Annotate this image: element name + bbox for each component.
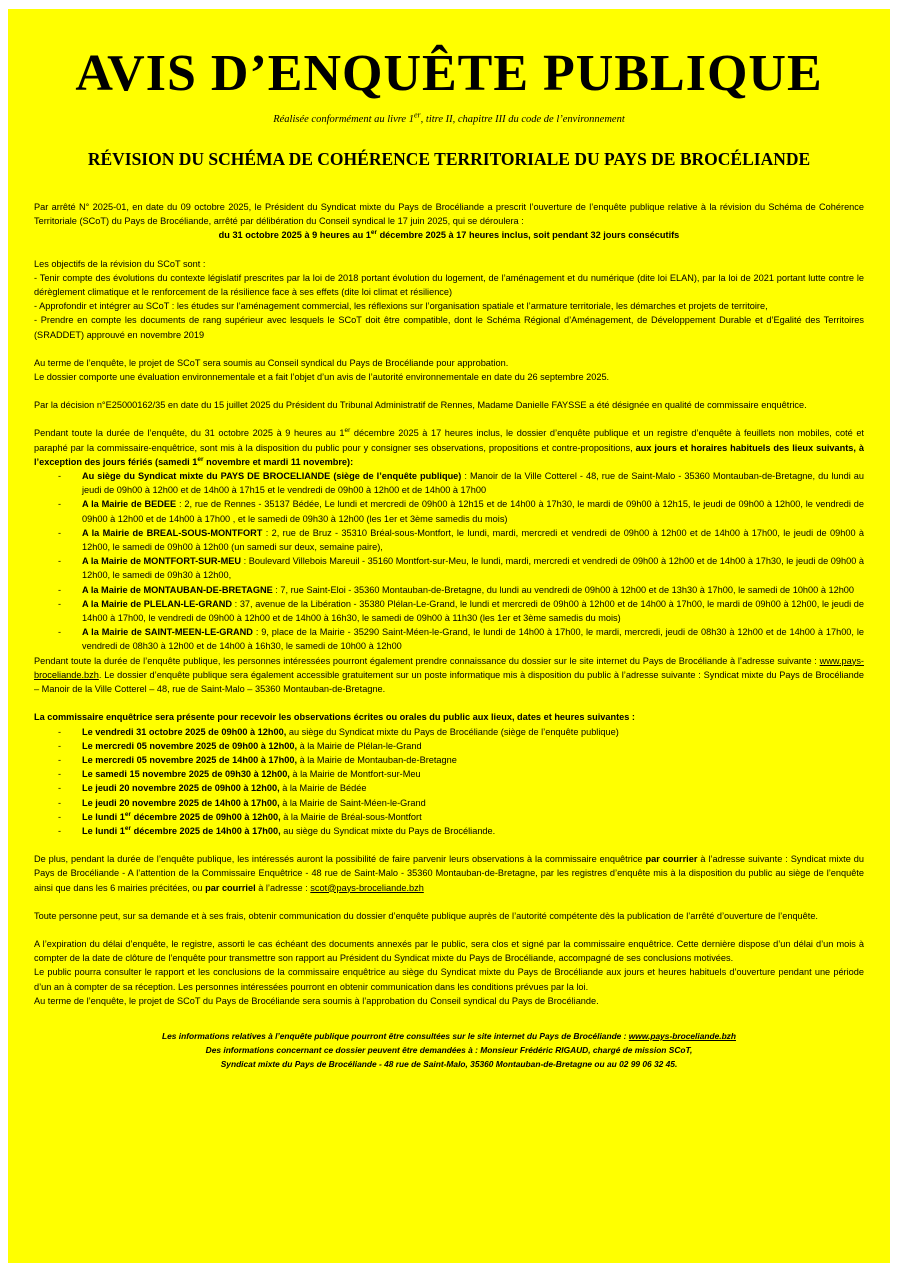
footer-line: Les informations relatives à l’enquête publique pourront être consultées sur le site internet du Pays de Brocéliande : www.pays-broceliande.bzh (162, 1030, 736, 1041)
list-item: - Le jeudi 20 novembre 2025 de 14h00 à 17h00, à la Mairie de Saint-Méen-le-Grand (58, 797, 426, 808)
list-item: - Le vendredi 31 octobre 2025 de 09h00 à 12h00, au siège du Syndicat mixte du Pays de Brocéliande (siège de l’enquête publique) (58, 726, 619, 737)
list-item: - Au siège du Syndicat mixte du PAYS DE BROCELIANDE (siège de l’enquête publique) : Manoir de la Ville Cotterel - 48, rue de Saint-Malo - 35360 Montauban-de-Bretagne, du lundi au jeudi de 09h00 à 12h00 et de 14h00 à 17h15 et le vendredi de 09h00 à 12h00 et de 14h00 à 17h00 (58, 471, 865, 496)
report-paragraph: Le public pourra consulter le rapport et les conclusions de la commissaire enquêtrice au siège du Syndicat mixte du Pays de Brocéliande aux jours et heures habituels d’ouverture pendant une période d’un an à compter de sa réception. Les personnes intéressées pourront en obtenir communication dans les conditions prévues par la loi. (34, 967, 864, 992)
poster-title: AVIS D’ENQUÊTE PUBLIQUE (75, 45, 823, 102)
inquiry-dates: du 31 octobre 2025 à 9 heures au 1er décembre 2025 à 17 heures inclus, soit pendant 32 jours consécutifs (218, 229, 680, 241)
locations-list (34, 469, 864, 654)
list-item: - Le lundi 1er décembre 2025 de 14h00 à 17h00, au siège du Syndicat mixte du Pays de Brocéliande. (58, 824, 496, 836)
list-item: - Le mercredi 05 novembre 2025 de 09h00 à 12h00, à la Mairie de Plélan-le-Grand (58, 740, 422, 751)
permanences-intro: La commissaire enquêtrice sera présente pour recevoir les observations écrites ou orales du public aux lieux, dates et heures suivantes : (34, 712, 635, 723)
internet-paragraph: Pendant toute la durée de l’enquête publique, les personnes intéressées pourront également prendre connaissance du dossier sur le site internet du Pays de Brocéliande à l’adresse suivante : www.pays-broceliande.bzh. Le dossier d’enquête publique sera également accessible gratuitement sur un poste informatique mis à disposition du public à l’adresse suivante : Syndicat mixte du Pays de Brocéliande – Manoir de la Ville Cotterel – 48, rue de Saint-Malo – 35360 Montauban-de-Bretagne. (34, 655, 864, 695)
list-item: - A la Mairie de PLELAN-LE-GRAND : 37, avenue de la Libération - 35380 Plélan-Le-Grand, le lundi et mercredi de 09h00 à 12h00 et de 14h00 à 17h00, le mardi de 09h00 à 12h00, le jeudi de 14h00 à 17h00, le vendredi de 09h00 à 12h00 et de 14h00 à 16h30, le samedi de 09h00 à 11h30 (les 1er et 3ème samedis du mois) (58, 598, 864, 624)
poster-heading: RÉVISION DU SCHÉMA DE COHÉRENCE TERRITORIALE DU PAYS DE BROCÉLIANDE (87, 149, 811, 169)
website-link[interactable]: www.pays-broceliande.bzh (34, 655, 864, 680)
permanences-list (34, 725, 864, 839)
expiration-paragraph: A l’expiration du délai d’enquête, le registre, assorti le cas échéant des documents annexés par le public, sera clos et signé par la commissaire enquêtrice. Cette dernière dispose d’un délai d’un mois à compter de la date de clôture de l’enquête pour transmettre son rapport au Président du Syndicat mixte du Pays de Brocéliande, accompagné de ses conclusions motivées. (34, 938, 864, 964)
decision-paragraph: Par la décision n°E25000162/35 en date du 15 juillet 2025 du Président du Tribunal Administratif de Rennes, Madame Danielle FAYSSE a été désignée en qualité de commissaire enquêtrice. (34, 400, 807, 411)
term-paragraph: Au terme de l’enquête, le projet de SCoT sera soumis au Conseil syndical du Pays de Brocéliande pour approbation. (34, 357, 509, 368)
list-item: - Le mercredi 05 novembre 2025 de 14h00 à 17h00, à la Mairie de Montauban-de-Bretagne (58, 754, 457, 765)
poster-subtitle: Réalisée conformément au livre 1er, titre II, chapitre III du code de l’environnement (273, 110, 625, 125)
list-item: - A la Mairie de SAINT-MEEN-LE-GRAND : 9, place de la Mairie - 35290 Saint-Méen-le-Grand, le lundi de 14h00 à 17h00, le mardi, mercredi, jeudi de 08h30 à 12h00 et de 14h00 à 17h00, le vendredi de 08h30 à 12h00 et de 14h00 à 16h30, le samedi de 10h00 à 12h00 (58, 627, 865, 652)
list-item: - Le lundi 1er décembre 2025 de 09h00 à 12h00, à la Mairie de Bréal-sous-Montfort (58, 810, 422, 822)
intro-paragraph: Par arrêté N° 2025-01, en date du 09 octobre 2025, le Président du Syndicat mixte du Pays de Brocéliande a prescrit l’ouverture de l’enquête publique relative à la révision du Schéma de Cohérence Territoriale (SCoT) du Pays de Brocéliande, arrêté par délibération du Conseil syndical le 17 juin 2025, qui se déroulera : (34, 202, 864, 227)
objectives-intro: Les objectifs de la révision du SCoT sont : (34, 258, 206, 269)
objective-item: - Tenir compte des évolutions du contexte législatif prescrites par la loi de 2018 portant évolution du logement, de l’aménagement et du numérique (dite loi ELAN), par la loi de 2021 portant lutte contre le dérèglement climatique et le renforcement de la résilience face à ses effets (dite loi climat et résilience) (34, 272, 864, 298)
notice-poster (8, 9, 890, 1263)
list-item: - Le jeudi 20 novembre 2025 de 09h00 à 12h00, à la Mairie de Bédée (58, 783, 367, 794)
communication-paragraph: Toute personne peut, sur sa demande et à ses frais, obtenir communication du dossier d’enquête publique auprès de l’autorité compétente dès la publication de l’arrêté d’ouverture de l’enquête. (34, 910, 818, 921)
footer-website-link[interactable]: www.pays-broceliande.bzh (628, 1030, 736, 1041)
environmental-paragraph: Le dossier comporte une évaluation environnementale et a fait l’objet d’un avis de l’autorité environnementale en date du 26 septembre 2025. (34, 372, 610, 383)
footer-line: Syndicat mixte du Pays de Brocéliande - 48 rue de Saint-Malo, 35360 Montauban-de-Bretagne ou au 02 99 06 32 45. (220, 1058, 678, 1069)
list-item: - A la Mairie de BREAL-SOUS-MONTFORT : 2, rue de Bruz - 35310 Bréal-sous-Montfort, le lundi, mardi, mercredi et vendredi de 09h00 à 12h00 et de 14h00 à 17h00, le jeudi de 09h00 à 12h00, le samedi de 09h00 à 12h00 (un samedi sur deux, semaine paire), (58, 527, 864, 553)
objective-item: - Prendre en compte les documents de rang supérieur avec lesquels le SCoT doit être compatible, dont le Schéma Régional d’Aménagement, de Développement Durable et d’Egalité des Territoires (SRADDET) approuvé en novembre 2019 (34, 315, 864, 340)
poster-footer (34, 1029, 864, 1071)
list-item: - Le samedi 15 novembre 2025 de 09h30 à 12h00, à la Mairie de Montfort-sur-Meu (58, 769, 421, 780)
list-item: - A la Mairie de MONTFORT-SUR-MEU : Boulevard Villebois Mareuil - 35160 Montfort-sur-Meu, le lundi, mardi, mercredi et vendredi de 09h00 à 12h00 et de 14h00 à 17h30, le jeudi de 09h00 à 12h00, le samedi de 09h30 à 12h00, (58, 556, 865, 581)
footer-line: Des informations concernant ce dossier peuvent être demandées à : Monsieur Frédéric RIGAUD, chargé de mission SCoT, (205, 1044, 693, 1055)
courrier-paragraph: De plus, pendant la durée de l’enquête publique, les intéressés auront la possibilité de faire parvenir leurs observations à la commissaire enquêtrice par courrier à l’adresse suivante : Syndicat mixte du Pays de Brocéliande - A l’attention de la Commissaire Enquêtrice - 48 rue de Saint-Malo - 35360 Montauban-de-Bretagne, par les registres d’enquête mis à la disposition du public au siège de l’enquête ainsi que dans les 6 mairies précitées, ou par courriel à l’adresse : scot@pays-broceliande.bzh (34, 854, 864, 893)
email-link[interactable]: scot@pays-broceliande.bzh (310, 882, 424, 893)
approval-paragraph: Au terme de l’enquête, le projet de SCoT du Pays de Brocéliande sera soumis à l’approbation du Conseil syndical du Pays de Brocéliande. (34, 995, 599, 1006)
objective-item: - Approfondir et intégrer au SCoT : les études sur l’aménagement commercial, les réflexions sur l’organisation spatiale et l’armature territoriale, les démarches et projets de territoire, (34, 301, 768, 312)
dossier-paragraph: Pendant toute la durée de l’enquête, du 31 octobre 2025 à 9 heures au 1er décembre 2025 à 17 heures inclus, le dossier d’enquête publique et un registre d’enquête à feuillets non mobiles, coté et paraphé par la commissaire-enquêtrice, sont mis à la disposition du public pour y consigner ses observations, propositions et contre-propositions, aux jours et horaires habituels des lieux suivants, à l’exception des jours fériés (samedi 1er novembre et mardi 11 novembre): (34, 427, 864, 467)
list-item: - A la Mairie de BEDEE : 2, rue de Rennes - 35137 Bédée, Le lundi et mercredi de 09h00 à 12h15 et de 14h00 à 17h30, le mardi de 09h00 à 12h15, le jeudi de 09h00 à 12h00, le vendredi de 09h00 à 12h00 et de 14h00 à 17h00 , et le samedi de 09h30 à 12h00 (les 1er et 3ème samedis du mois) (58, 499, 864, 524)
list-item: - A la Mairie de MONTAUBAN-DE-BRETAGNE : 7, rue Saint-Eloi - 35360 Montauban-de-Bretagne, du lundi au vendredi de 09h00 à 12h00 et de 13h30 à 17h00, le samedi de 10h00 à 12h00 (58, 584, 855, 595)
